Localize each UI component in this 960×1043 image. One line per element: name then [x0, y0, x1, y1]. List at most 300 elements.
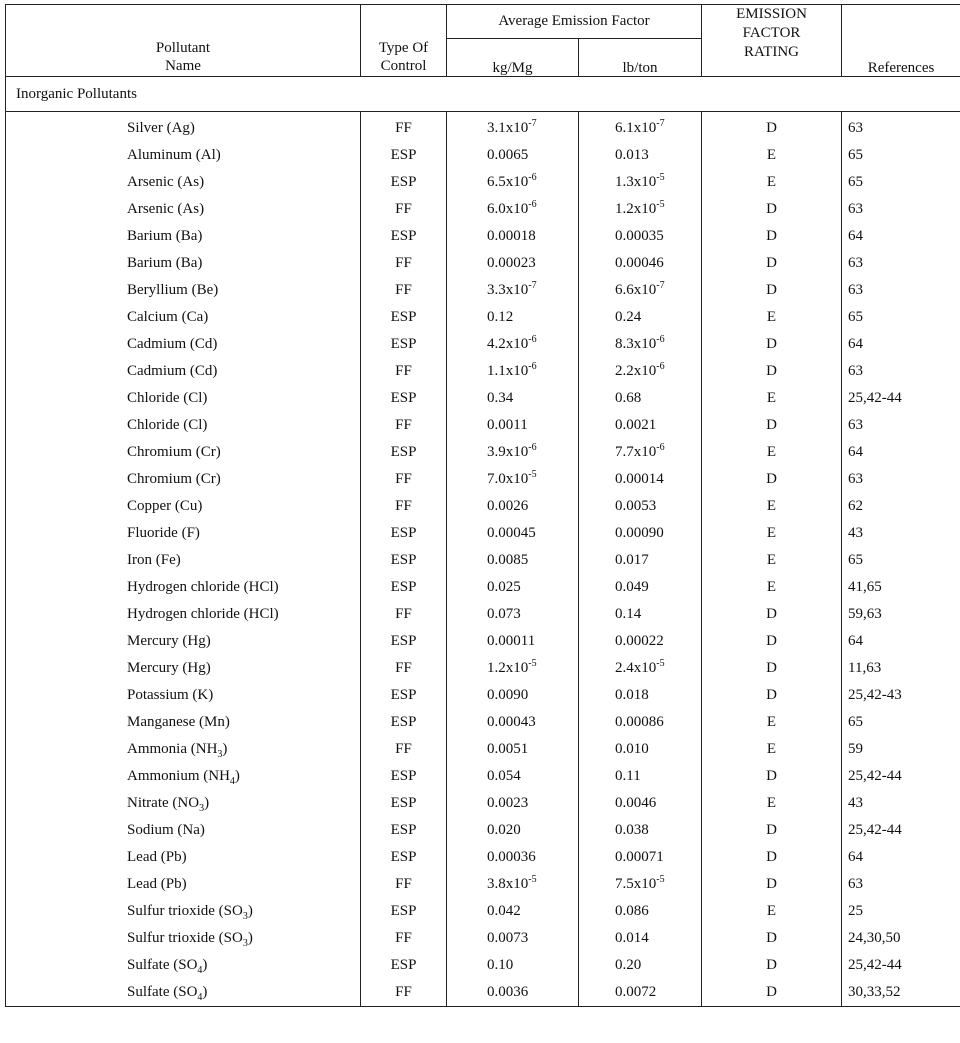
emission-factor-rating-cell — [702, 682, 842, 709]
pollutant-name-cell — [6, 547, 361, 574]
lb-per-ton-header: lb/ton — [579, 39, 702, 77]
emission-factor-rating: D — [766, 336, 777, 352]
emission-factor-rating-cell — [702, 439, 842, 466]
kg-per-mg-cell — [447, 547, 579, 574]
control-type-cell — [361, 952, 447, 979]
pollutant-name-cell — [6, 493, 361, 520]
emission-factor-rating-cell — [702, 466, 842, 493]
lb-per-ton-value: 0.0021 — [615, 417, 657, 433]
emission-factor-rating: D — [766, 660, 777, 676]
table-row — [6, 277, 960, 304]
lb-per-ton-value: 0.017 — [615, 552, 649, 568]
emission-factor-rating-cell — [702, 736, 842, 763]
pollutant-name: Fluoride (F) — [127, 525, 200, 541]
table-row — [6, 628, 960, 655]
kg-exponent: -5 — [528, 874, 537, 885]
kg-exponent: -5 — [528, 658, 537, 669]
table-row — [6, 763, 960, 790]
pollutant-name: Manganese (Mn) — [127, 714, 230, 730]
table-row — [6, 709, 960, 736]
lb-exponent: -7 — [656, 118, 665, 129]
control-type-cell — [361, 277, 447, 304]
kg-exponent: -6 — [528, 172, 537, 183]
kg-exponent: -7 — [528, 118, 537, 129]
lb-per-ton-cell — [579, 655, 702, 682]
lb-per-ton-cell — [579, 898, 702, 925]
control-type-cell — [361, 682, 447, 709]
references-cell — [842, 223, 960, 250]
lb-per-ton-cell — [579, 196, 702, 223]
emission-factor-rating: E — [766, 390, 777, 406]
table-row — [6, 925, 960, 952]
kg-per-mg-cell — [447, 358, 579, 385]
references-value: 25,42-44 — [848, 822, 902, 838]
kg-per-mg-value: 0.0073 — [487, 930, 529, 946]
lb-exponent: -6 — [656, 442, 665, 453]
lb-per-ton-value: 6.1x10 — [615, 120, 657, 136]
pollutant-name: Beryllium (Be) — [127, 282, 219, 298]
emission-factor-rating-cell — [702, 709, 842, 736]
lb-per-ton-cell — [579, 925, 702, 952]
pollutant-name: Iron (Fe) — [127, 552, 181, 568]
references-cell — [842, 979, 960, 1007]
emission-factor-rating-cell — [702, 547, 842, 574]
pollutant-name: Mercury (Hg) — [127, 633, 211, 649]
table-row — [6, 142, 960, 169]
kg-per-mg-cell — [447, 277, 579, 304]
pollutant-header-line1: Pollutant — [155, 39, 211, 56]
kg-per-mg-value: 0.0026 — [487, 498, 529, 514]
emission-factor-rating: D — [766, 633, 777, 649]
lb-per-ton-value: 0.049 — [615, 579, 649, 595]
control-type-cell — [361, 871, 447, 898]
kg-per-mg-cell — [447, 574, 579, 601]
references-value: 43 — [848, 525, 864, 541]
references-cell — [842, 196, 960, 223]
control-type: ESP — [390, 768, 417, 784]
emission-factor-rating-cell — [702, 817, 842, 844]
references-value: 65 — [848, 174, 864, 190]
references-cell — [842, 682, 960, 709]
kg-per-mg-cell — [447, 682, 579, 709]
lb-per-ton-cell — [579, 601, 702, 628]
references-cell — [842, 331, 960, 358]
pollutant-name: Copper (Cu) — [127, 498, 203, 514]
control-type: FF — [395, 984, 412, 1000]
lb-per-ton-cell — [579, 250, 702, 277]
references-cell — [842, 412, 960, 439]
control-type-cell — [361, 979, 447, 1007]
control-type-cell — [361, 547, 447, 574]
section-title: Inorganic Pollutants — [6, 77, 960, 112]
pollutant-name-end: ) — [234, 768, 240, 784]
references-value: 25,42-44 — [848, 390, 902, 406]
pollutant-name: Cadmium (Cd) — [127, 336, 218, 352]
references-cell — [842, 277, 960, 304]
control-type-cell — [361, 142, 447, 169]
lb-per-ton-value: 8.3x10 — [615, 336, 657, 352]
emission-factor-rating: D — [766, 120, 777, 136]
references-value: 63 — [848, 876, 864, 892]
lb-per-ton-cell — [579, 142, 702, 169]
emission-factor-rating: E — [766, 903, 777, 919]
lb-per-ton-cell — [579, 736, 702, 763]
emission-factor-rating-cell — [702, 655, 842, 682]
emission-factor-rating: D — [766, 984, 777, 1000]
control-type: ESP — [390, 957, 417, 973]
control-type: ESP — [390, 525, 417, 541]
lb-per-ton-value: 0.0053 — [615, 498, 657, 514]
table-row — [6, 439, 960, 466]
references-value: 63 — [848, 282, 864, 298]
pollutant-name-end: ) — [222, 741, 228, 757]
lb-per-ton-value: 0.68 — [615, 390, 642, 406]
kg-per-mg-value: 3.8x10 — [487, 876, 529, 892]
references-value: 64 — [848, 336, 864, 352]
emission-factor-rating: E — [766, 525, 777, 541]
emission-factor-rating: E — [766, 309, 777, 325]
pollutant-name: Ammonia (NH — [127, 741, 218, 757]
references-value: 64 — [848, 849, 864, 865]
emission-factor-rating: E — [766, 579, 777, 595]
lb-exponent: -6 — [656, 334, 665, 345]
pollutant-name-cell — [6, 655, 361, 682]
table-row — [6, 736, 960, 763]
lb-per-ton-value: 7.7x10 — [615, 444, 657, 460]
emission-factor-rating-cell — [702, 520, 842, 547]
pollutant-name-cell — [6, 925, 361, 952]
kg-per-mg-cell — [447, 709, 579, 736]
references-value: 65 — [848, 714, 864, 730]
kg-per-mg-value: 0.0011 — [487, 417, 528, 433]
kg-per-mg-value: 0.054 — [487, 768, 521, 784]
lb-per-ton-value: 2.2x10 — [615, 363, 657, 379]
kg-per-mg-cell — [447, 493, 579, 520]
lb-per-ton-value: 0.00090 — [615, 525, 664, 541]
control-type: FF — [395, 255, 412, 271]
lb-per-ton-value: 7.5x10 — [615, 876, 657, 892]
references-cell — [842, 304, 960, 331]
lb-per-ton-cell — [579, 466, 702, 493]
kg-per-mg-value: 7.0x10 — [487, 471, 529, 487]
lb-per-ton-value: 0.010 — [615, 741, 649, 757]
kg-exponent: -6 — [528, 442, 537, 453]
kg-per-mg-value: 0.12 — [487, 309, 514, 325]
pollutant-name-end: ) — [202, 984, 208, 1000]
emission-factor-rating-cell — [702, 112, 842, 143]
references-cell — [842, 385, 960, 412]
references-cell — [842, 925, 960, 952]
emission-factor-rating: D — [766, 606, 777, 622]
control-type-cell — [361, 223, 447, 250]
table-row — [6, 493, 960, 520]
control-type: ESP — [390, 795, 417, 811]
pollutant-header-line2: Name — [165, 58, 201, 75]
lb-per-ton-cell — [579, 871, 702, 898]
references-value: 64 — [848, 444, 864, 460]
emission-factor-rating: E — [766, 714, 777, 730]
emission-factor-rating-cell — [702, 358, 842, 385]
control-type-cell — [361, 112, 447, 143]
control-type-cell — [361, 763, 447, 790]
control-type: ESP — [390, 390, 417, 406]
control-type: ESP — [390, 633, 417, 649]
references-cell — [842, 547, 960, 574]
emission-factor-table — [5, 4, 960, 1007]
pollutant-name-cell — [6, 574, 361, 601]
lb-per-ton-value: 0.11 — [615, 768, 641, 784]
references-cell — [842, 628, 960, 655]
references-cell — [842, 493, 960, 520]
kg-per-mg-cell — [447, 412, 579, 439]
lb-per-ton-cell — [579, 493, 702, 520]
kg-per-mg-value: 4.2x10 — [487, 336, 529, 352]
control-type-cell — [361, 844, 447, 871]
lb-per-ton-value: 0.00035 — [615, 228, 664, 244]
lb-exponent: -5 — [656, 199, 665, 210]
references-cell — [842, 601, 960, 628]
kg-per-mg-cell — [447, 979, 579, 1007]
lb-per-ton-value: 0.038 — [615, 822, 649, 838]
pollutant-name-cell — [6, 304, 361, 331]
pollutant-name: Lead (Pb) — [127, 876, 187, 892]
references-value: 63 — [848, 417, 864, 433]
table-row — [6, 574, 960, 601]
formula-subscript: 4 — [197, 992, 203, 1003]
pollutant-name-cell — [6, 277, 361, 304]
kg-per-mg-cell — [447, 871, 579, 898]
pollutant-name: Barium (Ba) — [127, 255, 203, 271]
kg-per-mg-cell — [447, 601, 579, 628]
lb-per-ton-cell — [579, 223, 702, 250]
table-row — [6, 304, 960, 331]
kg-per-mg-value: 3.9x10 — [487, 444, 529, 460]
table-row — [6, 817, 960, 844]
rating-header-line3: RATING — [744, 43, 800, 60]
lb-per-ton-cell — [579, 763, 702, 790]
control-type: ESP — [390, 822, 417, 838]
lb-per-ton-cell — [579, 331, 702, 358]
references-value: 64 — [848, 228, 864, 244]
pollutant-name-cell — [6, 331, 361, 358]
lb-per-ton-cell — [579, 412, 702, 439]
lb-per-ton-cell — [579, 358, 702, 385]
kg-per-mg-cell — [447, 925, 579, 952]
references-value: 63 — [848, 120, 864, 136]
control-type: ESP — [390, 903, 417, 919]
lb-per-ton-cell — [579, 520, 702, 547]
references-cell — [842, 169, 960, 196]
emission-factor-rating: E — [766, 498, 777, 514]
table-row — [6, 547, 960, 574]
control-type-cell — [361, 331, 447, 358]
lb-exponent: -5 — [656, 172, 665, 183]
control-type: FF — [395, 930, 412, 946]
references-value: 24,30,50 — [848, 930, 901, 946]
kg-per-mg-value: 6.0x10 — [487, 201, 529, 217]
control-type-cell — [361, 304, 447, 331]
references-cell — [842, 358, 960, 385]
emission-factor-rating-cell — [702, 169, 842, 196]
emission-factor-rating-cell — [702, 763, 842, 790]
references-cell — [842, 952, 960, 979]
emission-factor-rating: D — [766, 876, 777, 892]
control-type-cell — [361, 574, 447, 601]
kg-per-mg-value: 0.00045 — [487, 525, 536, 541]
lb-per-ton-value: 0.013 — [615, 147, 649, 163]
lb-per-ton-cell — [579, 979, 702, 1007]
lb-per-ton-value: 0.00086 — [615, 714, 664, 730]
references-cell — [842, 250, 960, 277]
emission-factor-rating-cell — [702, 790, 842, 817]
emission-factor-rating: E — [766, 741, 777, 757]
pollutant-name-cell — [6, 601, 361, 628]
lb-exponent: -7 — [656, 280, 665, 291]
pollutant-name-cell — [6, 439, 361, 466]
control-type-cell — [361, 655, 447, 682]
references-cell — [842, 466, 960, 493]
kg-per-mg-cell — [447, 196, 579, 223]
kg-per-mg-cell — [447, 736, 579, 763]
references-cell — [842, 763, 960, 790]
kg-per-mg-cell — [447, 952, 579, 979]
emission-factor-rating: D — [766, 930, 777, 946]
references-value: 25,42-44 — [848, 768, 902, 784]
control-type-cell — [361, 817, 447, 844]
references-cell — [842, 817, 960, 844]
lb-per-ton-value: 0.0072 — [615, 984, 657, 1000]
emission-factor-rating-cell — [702, 331, 842, 358]
pollutant-name: Mercury (Hg) — [127, 660, 211, 676]
emission-factor-rating: D — [766, 363, 777, 379]
pollutant-name: Chloride (Cl) — [127, 417, 208, 433]
control-type: FF — [395, 498, 412, 514]
section-row — [6, 77, 960, 112]
references-cell — [842, 709, 960, 736]
kg-per-mg-value: 3.1x10 — [487, 120, 529, 136]
kg-per-mg-cell — [447, 439, 579, 466]
lb-per-ton-value: 0.14 — [615, 606, 642, 622]
lb-per-ton-cell — [579, 169, 702, 196]
kg-per-mg-cell — [447, 250, 579, 277]
lb-per-ton-cell — [579, 682, 702, 709]
pollutant-name: Lead (Pb) — [127, 849, 187, 865]
lb-per-ton-value: 0.24 — [615, 309, 642, 325]
references-cell — [842, 112, 960, 143]
references-value: 63 — [848, 255, 864, 271]
emission-factor-rating: D — [766, 282, 777, 298]
table-row — [6, 250, 960, 277]
control-type: ESP — [390, 444, 417, 460]
lb-per-ton-cell — [579, 628, 702, 655]
control-type-cell — [361, 196, 447, 223]
references-value: 25 — [848, 903, 864, 919]
table-row — [6, 169, 960, 196]
kg-exponent: -6 — [528, 334, 537, 345]
kg-per-mg-value: 1.2x10 — [487, 660, 529, 676]
pollutant-name-end: ) — [204, 795, 210, 811]
kg-per-mg-value: 0.0051 — [487, 741, 529, 757]
lb-per-ton-value: 0.00014 — [615, 471, 664, 487]
lb-per-ton-cell — [579, 952, 702, 979]
formula-subscript: 3 — [242, 938, 248, 949]
pollutant-name-cell — [6, 520, 361, 547]
control-type-cell — [361, 385, 447, 412]
references-cell — [842, 439, 960, 466]
control-type: FF — [395, 876, 412, 892]
control-type: FF — [395, 741, 412, 757]
control-type-cell — [361, 898, 447, 925]
emission-factor-rating: E — [766, 444, 777, 460]
emission-factor-rating-cell — [702, 277, 842, 304]
kg-per-mg-cell — [447, 520, 579, 547]
kg-per-mg-header: kg/Mg — [447, 39, 579, 77]
emission-factor-rating-cell — [702, 628, 842, 655]
lb-per-ton-value: 0.0046 — [615, 795, 657, 811]
pollutant-name-cell — [6, 385, 361, 412]
references-cell — [842, 790, 960, 817]
lb-per-ton-cell — [579, 304, 702, 331]
emission-factor-rating-cell — [702, 871, 842, 898]
pollutant-name-cell — [6, 412, 361, 439]
emission-factor-rating: D — [766, 957, 777, 973]
emission-factor-rating-cell — [702, 196, 842, 223]
emission-factor-rating-cell — [702, 925, 842, 952]
emission-factor-rating: E — [766, 552, 777, 568]
emission-factor-rating-cell — [702, 385, 842, 412]
emission-factor-rating: D — [766, 228, 777, 244]
control-type: ESP — [390, 309, 417, 325]
table-row — [6, 952, 960, 979]
lb-per-ton-cell — [579, 790, 702, 817]
formula-subscript: 3 — [217, 749, 223, 760]
emission-factor-rating-cell — [702, 412, 842, 439]
table-header — [6, 5, 960, 77]
table-row — [6, 112, 960, 143]
lb-per-ton-value: 2.4x10 — [615, 660, 657, 676]
table-row — [6, 682, 960, 709]
pollutant-name: Aluminum (Al) — [127, 147, 221, 163]
control-type-cell — [361, 628, 447, 655]
kg-per-mg-value: 3.3x10 — [487, 282, 529, 298]
emission-factor-rating-cell — [702, 304, 842, 331]
lb-per-ton-value: 0.00022 — [615, 633, 664, 649]
pollutant-name-end: ) — [247, 930, 253, 946]
kg-per-mg-cell — [447, 142, 579, 169]
control-type-cell — [361, 520, 447, 547]
control-type-cell — [361, 466, 447, 493]
pollutant-name-cell — [6, 763, 361, 790]
kg-per-mg-value: 0.0023 — [487, 795, 529, 811]
lb-per-ton-cell — [579, 817, 702, 844]
lb-per-ton-cell — [579, 385, 702, 412]
control-type: FF — [395, 471, 412, 487]
kg-per-mg-cell — [447, 844, 579, 871]
lb-per-ton-cell — [579, 112, 702, 143]
control-type: FF — [395, 660, 412, 676]
table-row — [6, 466, 960, 493]
emission-factor-rating-cell — [702, 601, 842, 628]
kg-per-mg-cell — [447, 331, 579, 358]
formula-subscript: 4 — [197, 965, 203, 976]
pollutant-name: Sulfate (SO — [127, 957, 198, 973]
pollutant-name: Chromium (Cr) — [127, 471, 221, 487]
kg-exponent: -6 — [528, 361, 537, 372]
kg-per-mg-cell — [447, 628, 579, 655]
table-row — [6, 601, 960, 628]
pollutant-name-cell — [6, 142, 361, 169]
kg-per-mg-value: 0.025 — [487, 579, 521, 595]
